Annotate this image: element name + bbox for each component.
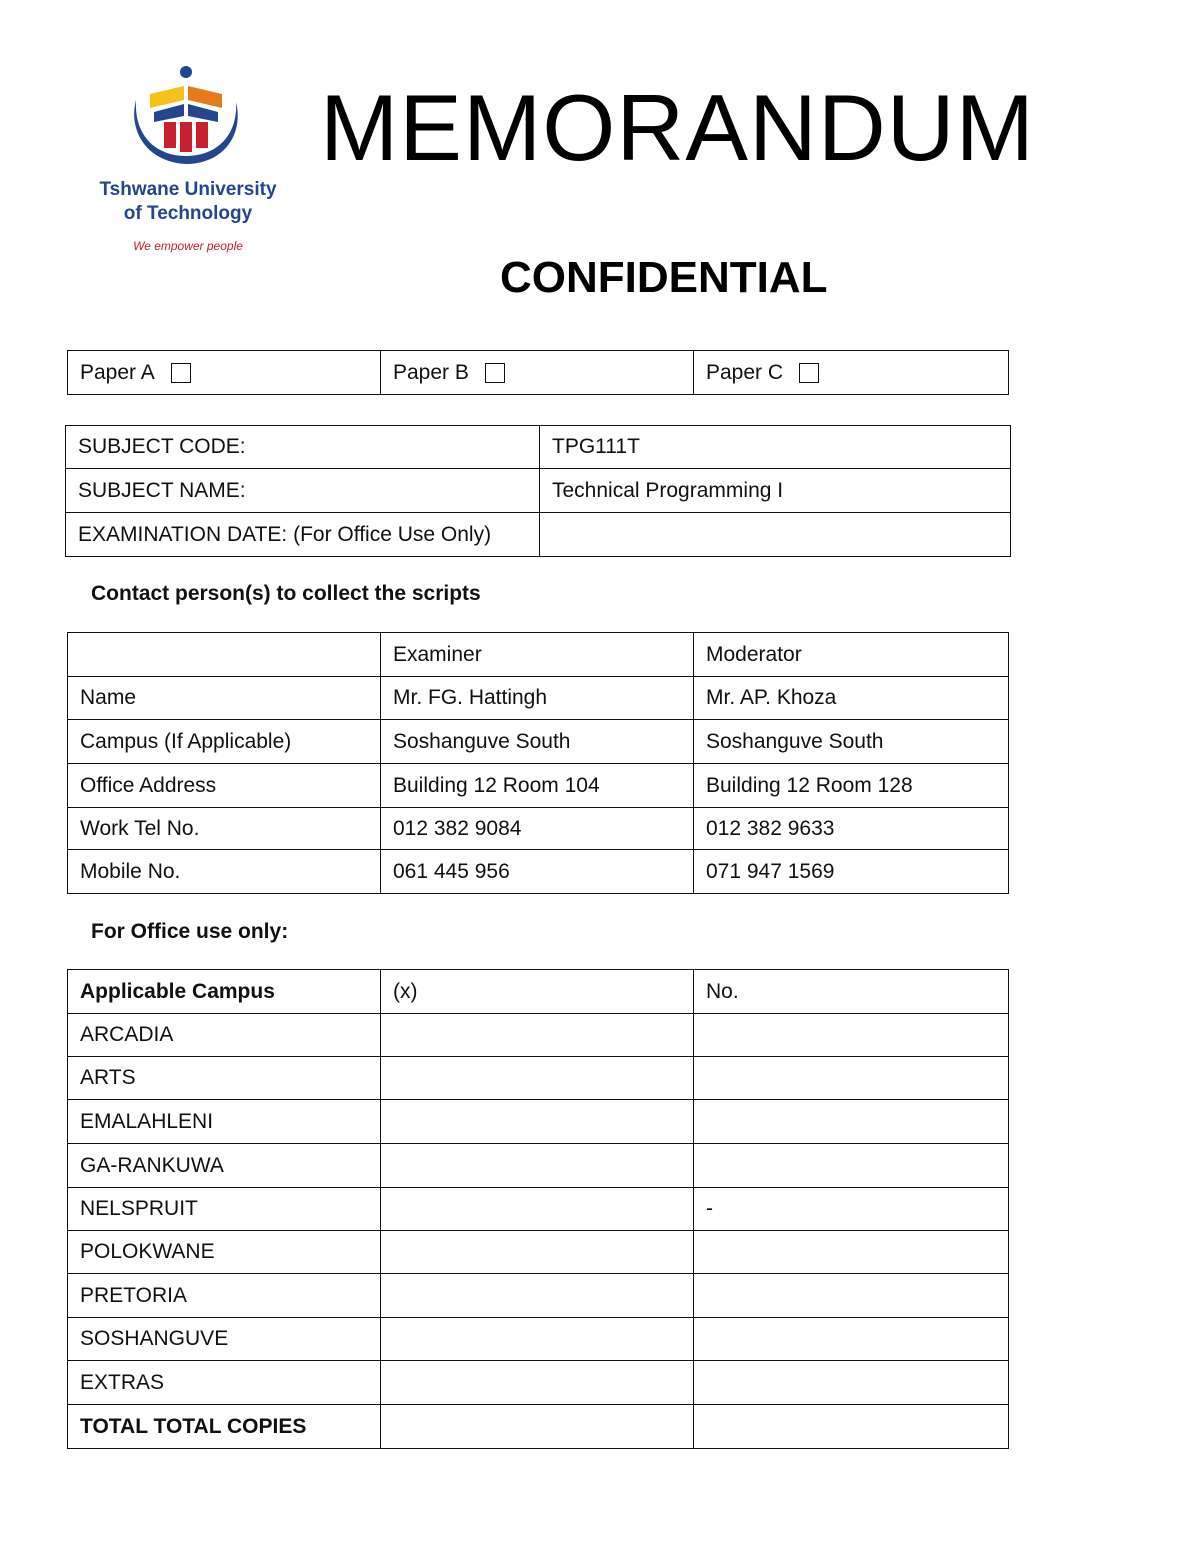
moderator-name: Mr. AP. Khoza (694, 677, 1009, 720)
campus-no-cell[interactable] (694, 1361, 1009, 1405)
paper-b-label: Paper B (393, 360, 469, 384)
paper-a-checkbox[interactable] (171, 363, 191, 383)
logo-tagline: We empower people (133, 239, 243, 253)
paper-c-label: Paper C (706, 360, 784, 384)
examiner-office: Building 12 Room 104 (381, 764, 694, 808)
table-row (68, 1318, 1009, 1361)
exam-date-label: EXAMINATION DATE: (For Office Use Only) (66, 513, 540, 557)
tut-emblem-icon (88, 60, 288, 178)
campus-name: SOSHANGUVE (68, 1318, 381, 1361)
campus-no-cell[interactable] (694, 1014, 1009, 1057)
campus-name: ARCADIA (68, 1014, 381, 1057)
moderator-campus: Soshanguve South (694, 720, 1009, 764)
total-row (68, 1405, 1009, 1449)
confidential-heading: CONFIDENTIAL (500, 253, 828, 302)
campus-no-cell[interactable] (694, 1057, 1009, 1100)
table-row (68, 677, 1009, 720)
moderator-mobile: 071 947 1569 (694, 850, 1009, 894)
university-logo (88, 60, 288, 260)
campus-no-cell[interactable] (694, 1231, 1009, 1274)
moderator-office: Building 12 Room 128 (694, 764, 1009, 808)
office-header-row (68, 970, 1009, 1014)
contact-header-empty (68, 633, 381, 677)
contact-header-examiner: Examiner (381, 633, 694, 677)
campus-x-cell[interactable] (381, 1274, 694, 1318)
campus-no-cell[interactable] (694, 1144, 1009, 1188)
paper-a-label: Paper A (80, 360, 155, 384)
contact-row-label: Campus (If Applicable) (68, 720, 381, 764)
campus-name: EMALAHLENI (68, 1100, 381, 1144)
table-row (68, 1231, 1009, 1274)
logo-name-line1: Tshwane University (99, 179, 277, 200)
paper-b-checkbox[interactable] (485, 363, 505, 383)
table-row (68, 808, 1009, 850)
table-row (68, 850, 1009, 894)
paper-selection-table (67, 350, 1009, 395)
exam-date-value[interactable] (540, 513, 1011, 557)
office-header-campus: Applicable Campus (68, 970, 381, 1014)
examiner-mobile: 061 445 956 (381, 850, 694, 894)
table-row (68, 1188, 1009, 1231)
contact-row-label: Work Tel No. (68, 808, 381, 850)
table-row (68, 1014, 1009, 1057)
page-title: MEMORANDUM (320, 75, 1035, 180)
table-row (68, 1057, 1009, 1100)
paper-b-cell (381, 351, 694, 395)
campus-no-cell[interactable] (694, 1274, 1009, 1318)
examiner-work-tel: 012 382 9084 (381, 808, 694, 850)
examiner-name: Mr. FG. Hattingh (381, 677, 694, 720)
contact-table (67, 632, 1009, 894)
campus-x-cell[interactable] (381, 1057, 694, 1100)
logo-university-name (88, 178, 288, 226)
campus-name: PRETORIA (68, 1274, 381, 1318)
campus-x-cell[interactable] (381, 1361, 694, 1405)
office-use-heading: For Office use only: (91, 920, 289, 943)
office-header-x: (x) (381, 970, 694, 1014)
table-row (68, 1100, 1009, 1144)
campus-x-cell[interactable] (381, 1231, 694, 1274)
office-header-no: No. (694, 970, 1009, 1014)
campus-name: EXTRAS (68, 1361, 381, 1405)
moderator-work-tel: 012 382 9633 (694, 808, 1009, 850)
table-row (68, 1144, 1009, 1188)
campus-no-cell[interactable]: - (694, 1188, 1009, 1231)
contact-row-label: Office Address (68, 764, 381, 808)
total-copies-label: TOTAL TOTAL COPIES (68, 1405, 381, 1449)
logo-name-line2: of Technology (123, 203, 253, 224)
paper-a-cell (68, 351, 381, 395)
table-row (68, 1361, 1009, 1405)
subject-table (65, 425, 1011, 557)
contact-row-label: Mobile No. (68, 850, 381, 894)
contact-header-row (68, 633, 1009, 677)
campus-name: NELSPRUIT (68, 1188, 381, 1231)
paper-c-checkbox[interactable] (799, 363, 819, 383)
paper-c-cell (694, 351, 1009, 395)
campus-name: GA-RANKUWA (68, 1144, 381, 1188)
campus-x-cell[interactable] (381, 1014, 694, 1057)
subject-code-label: SUBJECT CODE: (66, 426, 540, 469)
campus-no-cell[interactable] (694, 1100, 1009, 1144)
subject-name-label: SUBJECT NAME: (66, 469, 540, 513)
subject-name-value: Technical Programming I (540, 469, 1011, 513)
contact-row-label: Name (68, 677, 381, 720)
campus-name: ARTS (68, 1057, 381, 1100)
office-use-table (67, 969, 1009, 1449)
table-row (68, 1274, 1009, 1318)
total-x-cell[interactable] (381, 1405, 694, 1449)
campus-x-cell[interactable] (381, 1144, 694, 1188)
campus-x-cell[interactable] (381, 1318, 694, 1361)
table-row (68, 720, 1009, 764)
subject-code-value: TPG111T (540, 426, 1011, 469)
total-no-cell[interactable] (694, 1405, 1009, 1449)
contact-heading: Contact person(s) to collect the scripts (91, 582, 481, 605)
examiner-campus: Soshanguve South (381, 720, 694, 764)
campus-no-cell[interactable] (694, 1318, 1009, 1361)
campus-name: POLOKWANE (68, 1231, 381, 1274)
contact-header-moderator: Moderator (694, 633, 1009, 677)
campus-x-cell[interactable] (381, 1188, 694, 1231)
table-row (68, 764, 1009, 808)
campus-x-cell[interactable] (381, 1100, 694, 1144)
